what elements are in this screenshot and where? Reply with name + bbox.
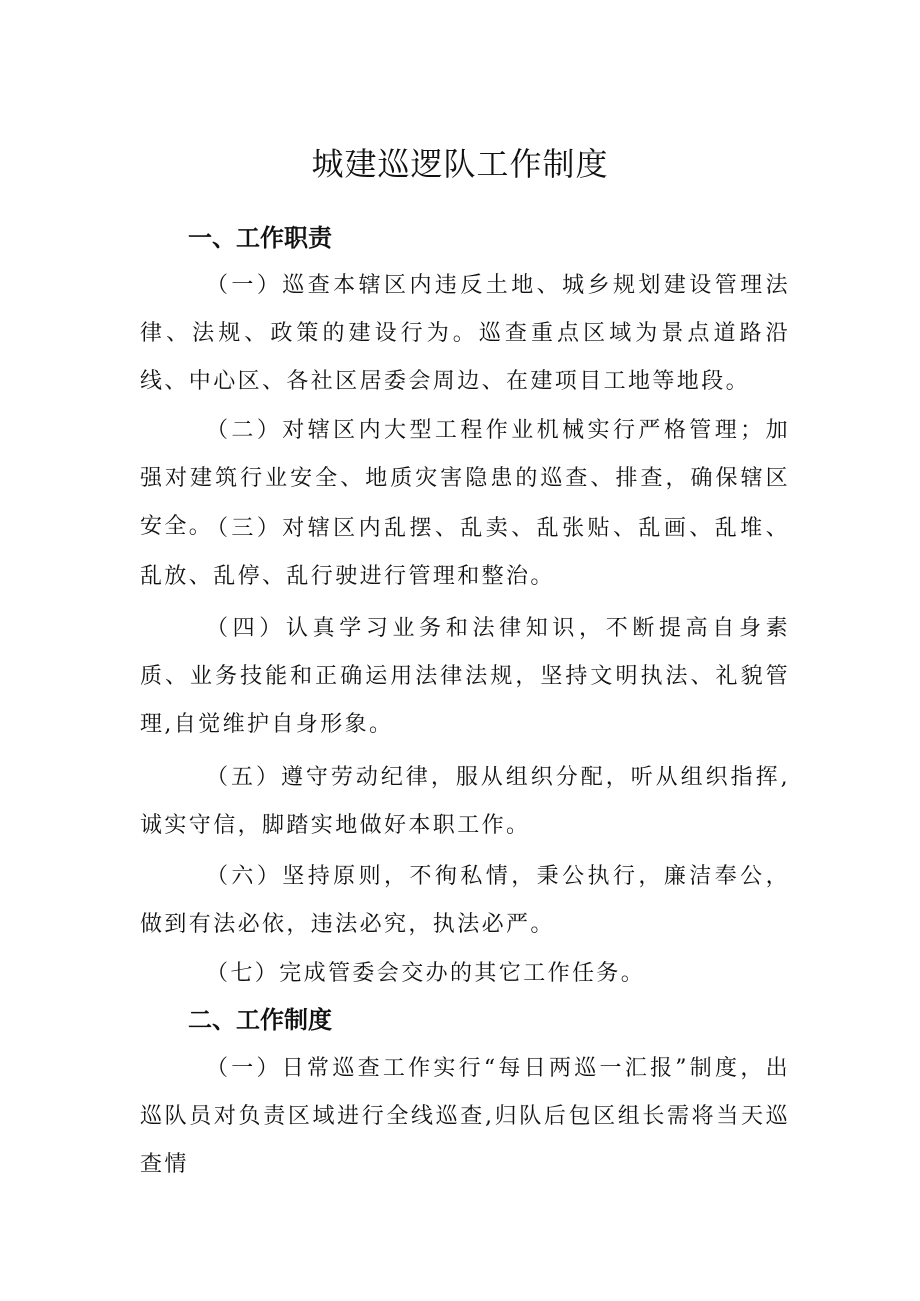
duty-paragraph-4: （四）认真学习业务和法律知识，不断提高自身素质、业务技能和正确运用法律法规，坚持文明执法、礼貌管理,自觉维护自身形象。 — [140, 616, 790, 737]
duty-paragraph-2: （二）对辖区内大型工程作业机械实行严格管理；加强对建筑行业安全、地质灾害隐患的巡查、排查，确保辖区安全。 — [140, 418, 790, 539]
system-paragraph-1: （一）日常巡查工作实行“每日两巡一汇报”制度，出巡队员对负责区域进行全线巡查,归队后包区组长需将当天巡查情 — [140, 1056, 790, 1177]
document-title: 城建巡逻队工作制度 — [311, 145, 609, 183]
section-heading-system: 二、工作制度 — [188, 1006, 332, 1034]
duty-paragraph-6: （六）坚持原则，不徇私情，秉公执行，廉洁奉公，做到有法必依，违法必究，执法必严。 — [140, 864, 790, 937]
duty-paragraph-5: （五）遵守劳动纪律，服从组织分配，听从组织指挥,诚实守信，脚踏实地做好本职工作。 — [140, 765, 790, 838]
duty-paragraph-7: （七）完成管委会交办的其它工作任务。 — [206, 961, 646, 986]
duty-paragraph-3: （三）对辖区内乱摆、乱卖、乱张贴、乱画、乱堆、乱放、乱停、乱行驶进行管理和整治。 — [140, 516, 790, 589]
duty-paragraph-1: （一）巡查本辖区内违反土地、城乡规划建设管理法律、法规、政策的建设行为。巡查重点区域为景点道路沿线、中心区、各社区居委会周边、在建项目工地等地段。 — [140, 273, 790, 394]
section-heading-duties: 一、工作职责 — [188, 224, 332, 252]
